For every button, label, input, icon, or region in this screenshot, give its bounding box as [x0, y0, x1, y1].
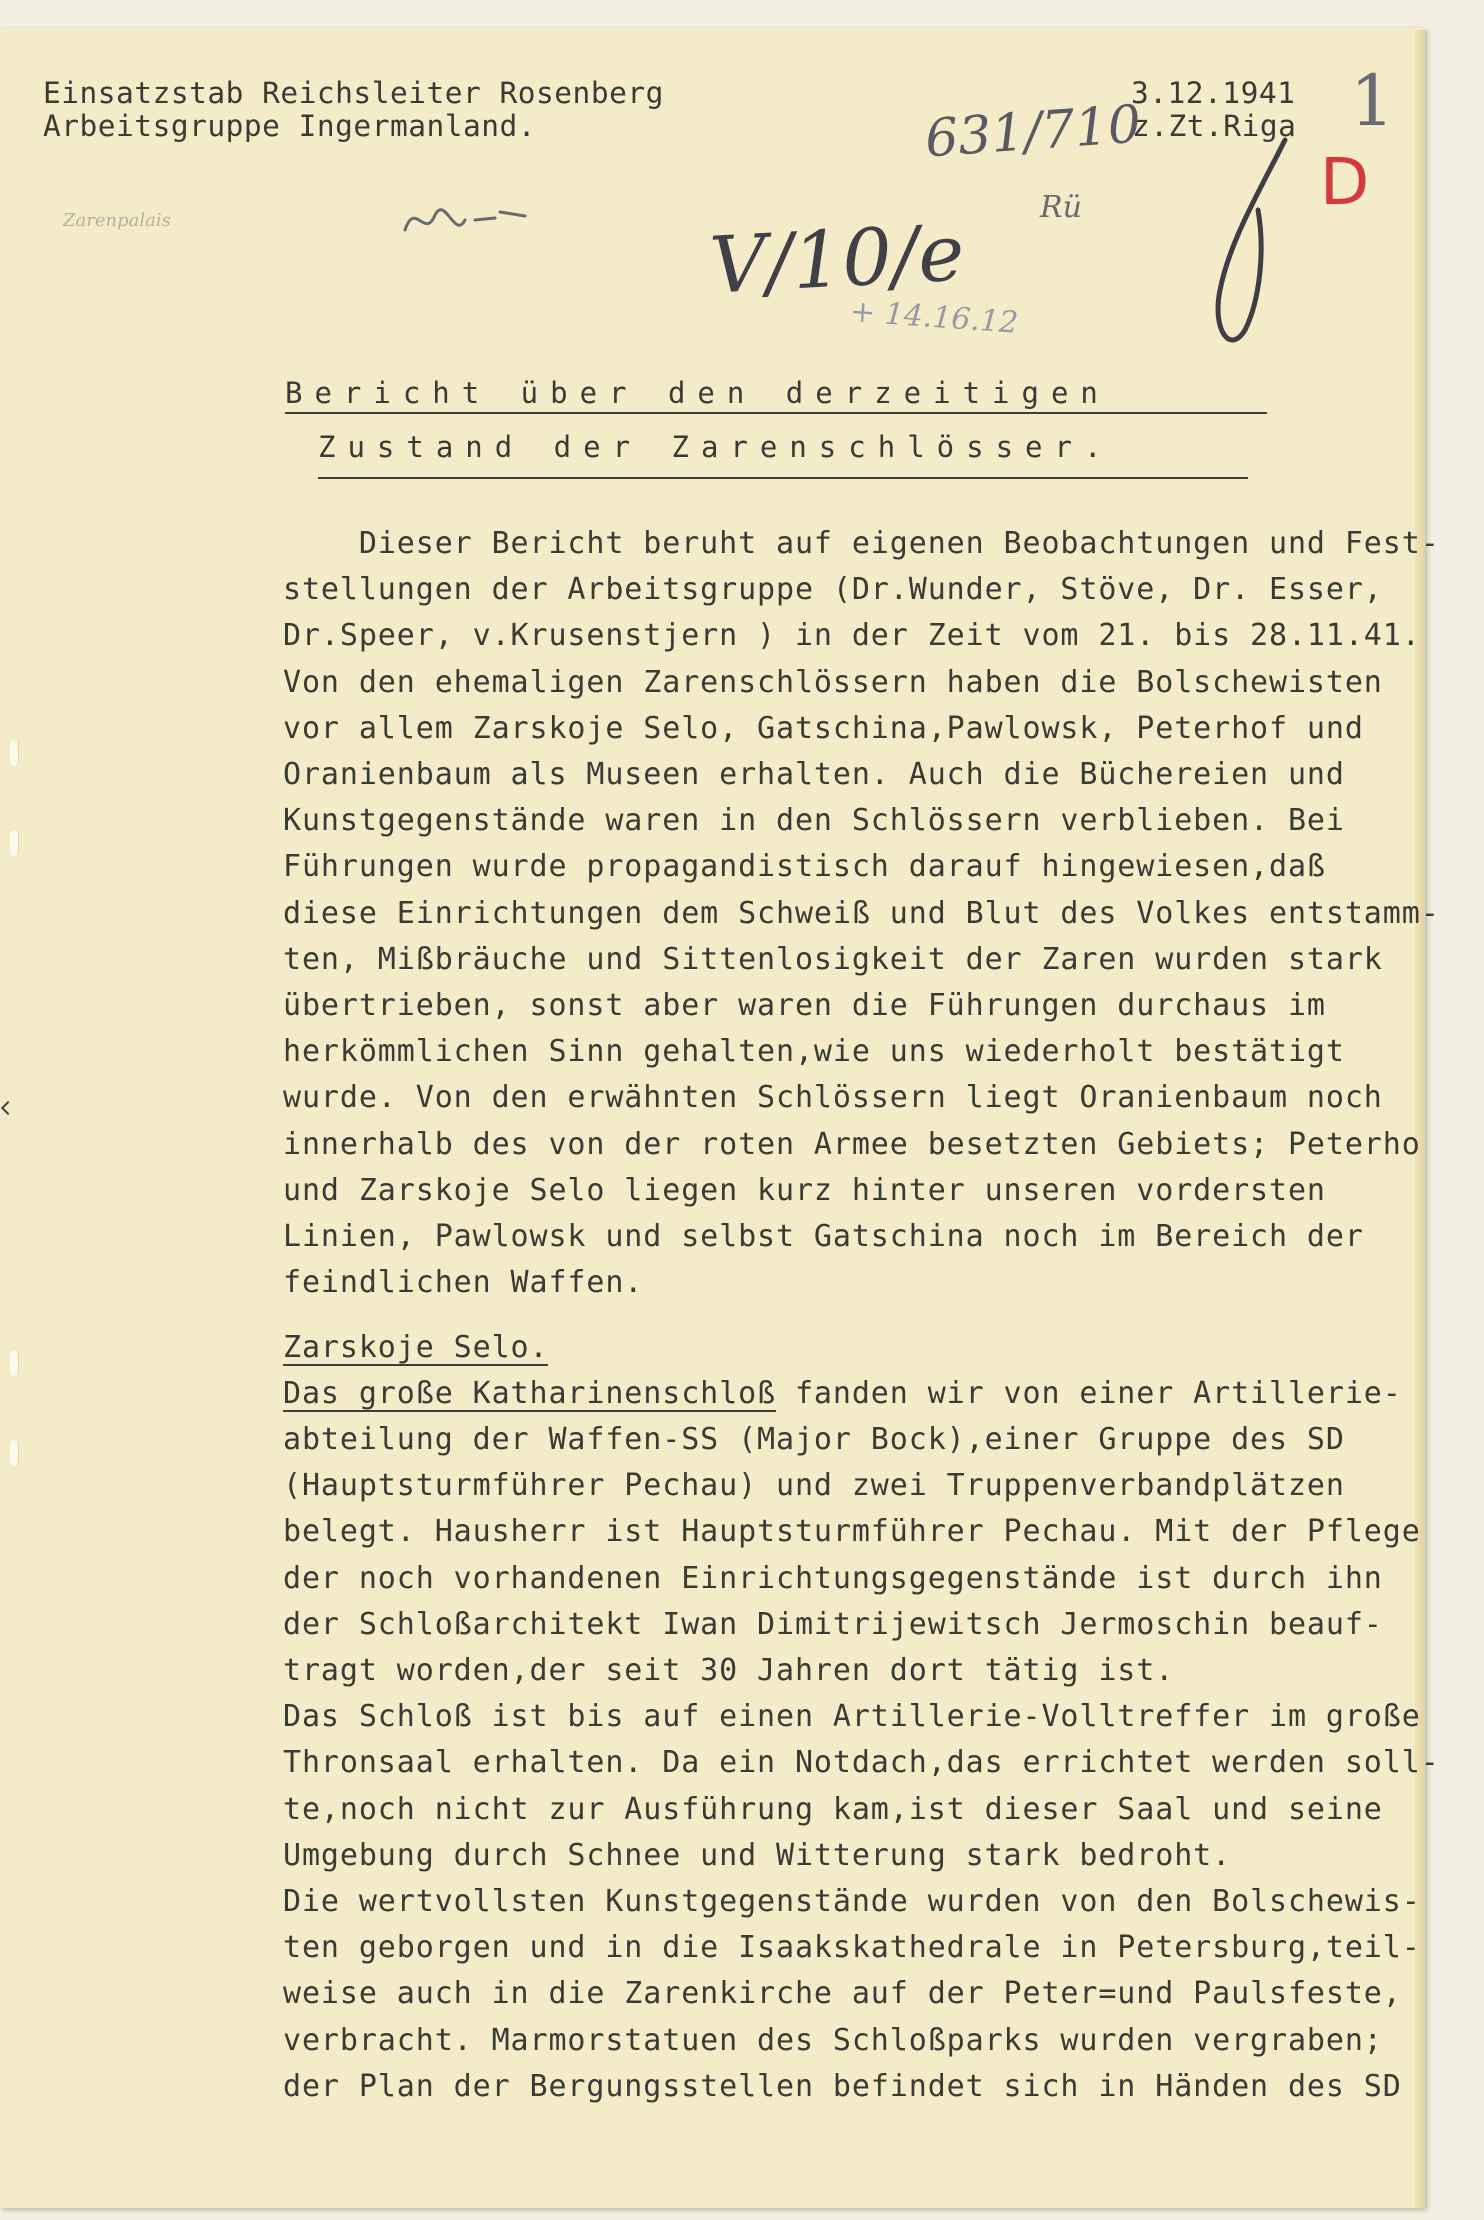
title-underline-2 — [318, 477, 1248, 479]
document-date: 3.12.1941 — [1131, 76, 1296, 110]
body-text-line: und Zarskoje Selo liegen kurz hinter unseren vordersten — [283, 1172, 1326, 1208]
section-first-line-rest: fanden wir von einer Artillerie- — [776, 1376, 1402, 1411]
body-text-line: der noch vorhandenen Einrichtungsgegenstände ist durch ihn — [283, 1560, 1383, 1596]
body-text-line: tragt worden,der seit 30 Jahren dort tätig ist. — [283, 1653, 1175, 1688]
body-text-line: vor allem Zarskoje Selo, Gatschina,Pawlowsk, Peterhof und — [283, 710, 1364, 746]
file-number-annotation: 631/710 — [923, 94, 1143, 170]
body-text-line: Das Schloß ist bis auf einen Artillerie-Volltreffer im große — [283, 1699, 1421, 1735]
body-text-line: belegt. Hausherr ist Hauptsturmführer Pechau. Mit der Pflege — [283, 1514, 1421, 1550]
section-heading — [283, 1330, 548, 1366]
body-text-line: Führungen wurde propagandistisch darauf hingewiesen,daß — [283, 849, 1326, 885]
org-line-2: Arbeitsgruppe Ingermanland. — [43, 109, 537, 143]
punch-hole — [10, 1350, 19, 1376]
punch-hole — [10, 740, 19, 766]
body-text-line: Kunstgegenstände waren in den Schlössern verblieben. Bei — [283, 803, 1345, 839]
body-text-line: Dieser Bericht beruht auf eigenen Beobachtungen und Fest- — [283, 526, 1440, 561]
body-text-line: Dr.Speer, v.Krusenstjern ) in der Zeit vom 21. bis 28.11.41. — [283, 618, 1421, 654]
body-text-line: diese Einrichtungen dem Schweiß und Blut des Volkes entstamm- — [283, 895, 1440, 931]
section-subject: Das große Katharinenschloß — [283, 1376, 776, 1411]
red-letter-annotation: D — [1320, 146, 1370, 220]
body-text-line: stellungen der Arbeitsgruppe (Dr.Wunder, Stöve, Dr. Esser, — [283, 572, 1383, 608]
body-text-line: verbracht. Marmorstatuen des Schloßparks wurden vergraben; — [283, 2022, 1383, 2058]
body-text-line: te,noch nicht zur Ausführung kam,ist dieser Saal und seine — [283, 1791, 1383, 1827]
section-heading-text: Zarskoje Selo. — [283, 1330, 549, 1365]
body-text-line: wurde. Von den erwähnten Schlössern liegt Oranienbaum noch — [283, 1080, 1383, 1116]
body-text-line: übertrieben, sonst aber waren die Führungen durchaus im — [283, 988, 1326, 1023]
section-first-line — [283, 1376, 1402, 1412]
title-line-1: Bericht über den derzeitigen — [285, 376, 1110, 410]
body-text-line: Die wertvollsten Kunstgegenstände wurden von den Bolschewis- — [283, 1884, 1421, 1919]
body-text-line: Umgebung durch Schnee und Witterung stark bedroht. — [283, 1837, 1232, 1873]
pencil-note: Zarenpalais — [63, 210, 171, 231]
title-line-2: Zustand der Zarenschlösser. — [318, 430, 1114, 464]
body-text-line: Linien, Pawlowsk und selbst Gatschina noch im Bereich der — [283, 1219, 1364, 1254]
body-text-line: Oranienbaum als Museen erhalten. Auch die Büchereien und — [283, 757, 1345, 792]
handwritten-stroke-icon — [1190, 130, 1300, 364]
body-text-line: der Schloßarchitekt Iwan Dimitrijewitsch Jermoschin beauf- — [283, 1606, 1383, 1642]
initials-annotation: Rü — [1040, 190, 1082, 225]
body-text-line: Von den ehemaligen Zarenschlössern haben die Bolschewisten — [283, 664, 1383, 700]
body-text-line: ten, Mißbräuche und Sittenlosigkeit der Zaren wurden stark — [283, 941, 1383, 977]
body-text-line: weise auch in die Zarenkirche auf der Peter=und Paulsfeste, — [283, 1976, 1402, 2012]
page-number-annotation: 1 — [1350, 60, 1395, 142]
reference-annotation: V/10/e — [707, 208, 967, 312]
punch-hole — [10, 830, 19, 856]
body-text-line: Thronsaal erhalten. Da ein Notdach,das errichtet werden soll- — [283, 1745, 1440, 1781]
body-text-line: (Hauptsturmführer Pechau) und zwei Truppenverbandplätzen — [283, 1468, 1345, 1504]
punch-hole — [10, 1440, 19, 1466]
date-annotation: + 14.16.12 — [848, 294, 1020, 341]
scribble-mark-icon — [400, 190, 560, 254]
body-text-line: innerhalb des von der roten Armee besetzten Gebiets; Peterho — [283, 1126, 1421, 1162]
body-text-line: herkömmlichen Sinn gehalten,wie uns wiederholt bestätigt — [283, 1034, 1345, 1070]
org-line-1: Einsatzstab Reichsleiter Rosenberg — [43, 76, 664, 110]
body-text-line: abteilung der Waffen-SS (Major Bock),einer Gruppe des SD — [283, 1422, 1345, 1457]
body-text-line: ten geborgen und in die Isaakskathedrale in Petersburg,teil- — [283, 1930, 1421, 1966]
title-underline-1 — [285, 412, 1267, 414]
body-text-line: der Plan der Bergungsstellen befindet sich in Händen des SD — [283, 2068, 1402, 2104]
document-location: z.Zt.Riga — [1132, 109, 1297, 143]
body-text-line: feindlichen Waffen. — [283, 1265, 644, 1301]
sheet-edge — [1415, 30, 1425, 2208]
